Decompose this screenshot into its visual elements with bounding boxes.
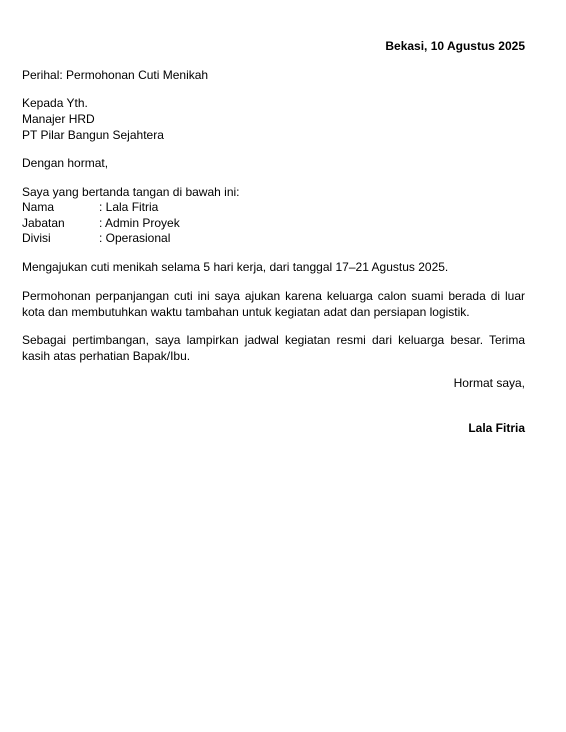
field-value: : Operasional xyxy=(99,231,171,245)
field-row-division xyxy=(22,231,170,246)
recipient-line-1: Kepada Yth. xyxy=(22,96,88,110)
subject-line: Perihal: Permohonan Cuti Menikah xyxy=(22,68,209,82)
field-value: : Lala Fitria xyxy=(99,200,159,214)
paragraph-1: Mengajukan cuti menikah selama 5 hari kerja, dari tanggal 17–21 Agustus 2025. xyxy=(22,260,449,274)
field-label: Divisi xyxy=(22,231,51,245)
recipient-line-3: PT Pilar Bangun Sejahtera xyxy=(22,128,164,142)
paragraph-2: Permohonan perpanjangan cuti ini saya ajukan karena keluarga calon suami berada di luar kota dan membutuhkan waktu tambahan untuk kegiatan adat dan persiapan logistik. xyxy=(22,289,525,319)
place-date: Bekasi, 10 Agustus 2025 xyxy=(385,39,525,53)
closing: Hormat saya, xyxy=(453,376,525,390)
paragraph-3: Sebagai pertimbangan, saya lampirkan jadwal kegiatan resmi dari keluarga besar. Terima kasih atas perhatian Bapak/Ibu. xyxy=(22,333,525,363)
recipient-line-2: Manajer HRD xyxy=(22,112,95,126)
greeting: Dengan hormat, xyxy=(22,156,109,170)
signature-name: Lala Fitria xyxy=(468,421,525,435)
field-value: : Admin Proyek xyxy=(99,216,180,230)
intro-line: Saya yang bertanda tangan di bawah ini: xyxy=(22,185,240,199)
field-row-position xyxy=(22,216,180,231)
field-row-name xyxy=(22,200,158,215)
field-label: Jabatan xyxy=(22,216,65,230)
field-label: Nama xyxy=(22,200,55,214)
